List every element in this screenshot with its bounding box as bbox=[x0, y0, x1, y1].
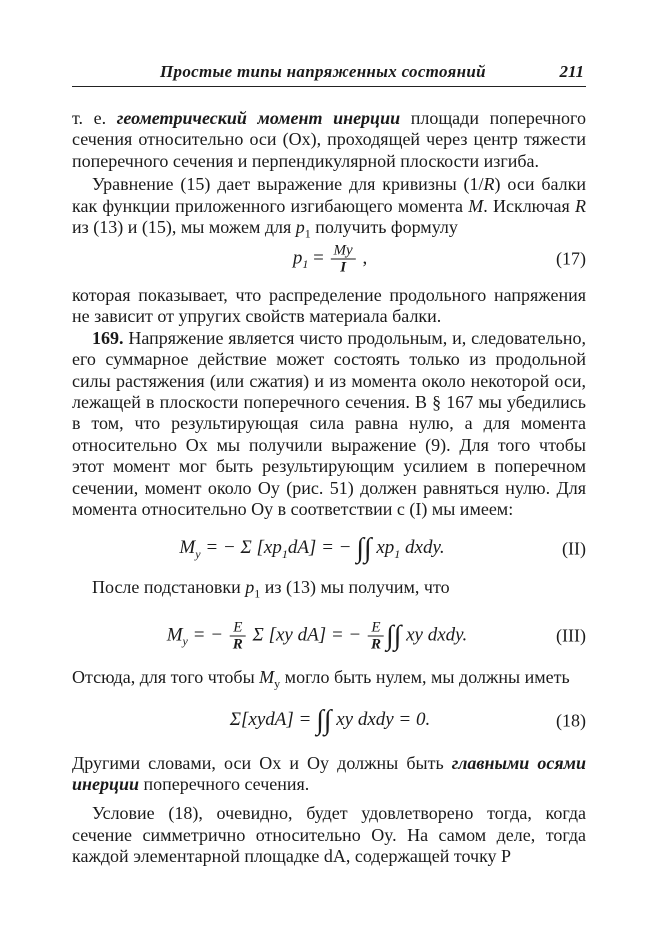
paragraph-2: Уравнение (15) дает выражение для кривизны (1/R) оси балки как функции приложенного изгибающего момента M. Исключая R из (13) и (15), мы можем для $p_1$ получить формулу bbox=[72, 174, 586, 241]
term-principal-axes: главными осями инерции bbox=[72, 752, 587, 794]
page-number: 211 bbox=[559, 62, 584, 81]
equation-17-label: (17) bbox=[556, 248, 586, 269]
running-title: Простые типы напряженных состояний bbox=[160, 62, 486, 81]
equation-17-formula: $p_1$ = $\frac{My}{I}$ , bbox=[292, 242, 368, 276]
equation-II-label: (II) bbox=[562, 538, 586, 558]
section-number: 169. bbox=[92, 327, 124, 348]
equation-III-formula: $M_y$ = − $\frac{E}{R}$ Σ [xy dA] = − $\frac{E}{R}$ ∫∫ xy dxdy. bbox=[166, 619, 468, 652]
section-169: 169. Напряжение является чисто продольным, и, следовательно, его суммарное действие может состоять только из продольной силы растяжения (или сжатия) и из момента около некоторой оси, лежащей в плоскости поперечного сечения. В § 167 мы убедились в том, что результирующая сила равна нулю, а для момента относительно Ox мы получили выражение (9). Для того чтобы этот момент мог быть результирующим усилием в поперечном сечении, момент около Oy (рис. 51) должен равняться нулю. Для момента относительно Oy в соответствии с (I) мы имеем: bbox=[72, 327, 586, 520]
equation-III-label: (III) bbox=[556, 625, 586, 645]
paragraph-3: которая показывает, что распределение продольного напряжения не зависит от упругих свойств материала балки. bbox=[72, 285, 586, 327]
equation-17 bbox=[72, 239, 586, 279]
running-header bbox=[72, 60, 586, 87]
text-body bbox=[72, 108, 586, 868]
equation-18-label: (18) bbox=[556, 710, 586, 730]
term-geometric-moment: геометрический момент инерции bbox=[116, 108, 401, 128]
paragraph-4: После подстановки $p_1$ из (13) мы получим, что bbox=[92, 576, 450, 601]
equation-18 bbox=[72, 695, 586, 747]
paragraph-6: Другими словами, оси Ox и Oy должны быть главными осями инерции поперечного сечения. bbox=[72, 752, 587, 794]
paragraph-1: т. е. геометрический момент инерции площади поперечного сечения относительно оси (Ox), проходящей через центр тяжести поперечного сечения и перпендикулярной плоскости изгиба. bbox=[72, 108, 586, 171]
equation-III bbox=[72, 605, 586, 667]
paragraph-5: Отсюда, для того чтобы $M_y$ могло быть нулем, мы должны иметь bbox=[72, 666, 570, 691]
paragraph-7: Условие (18), очевидно, будет удовлетворено тогда, когда сечение симметрично относительно Oy. На самом деле, тогда каждой элементарной площадке dA, содержащей точку P bbox=[72, 803, 586, 867]
equation-II bbox=[72, 521, 586, 577]
equation-18-formula: Σ[xydA] = ∫∫ xy dxdy = 0. bbox=[229, 704, 431, 736]
equation-II-formula: $M_y$ = − Σ $[xp_1dA]$ = − ∫∫ $xp_1$ dxdy. bbox=[179, 532, 445, 564]
